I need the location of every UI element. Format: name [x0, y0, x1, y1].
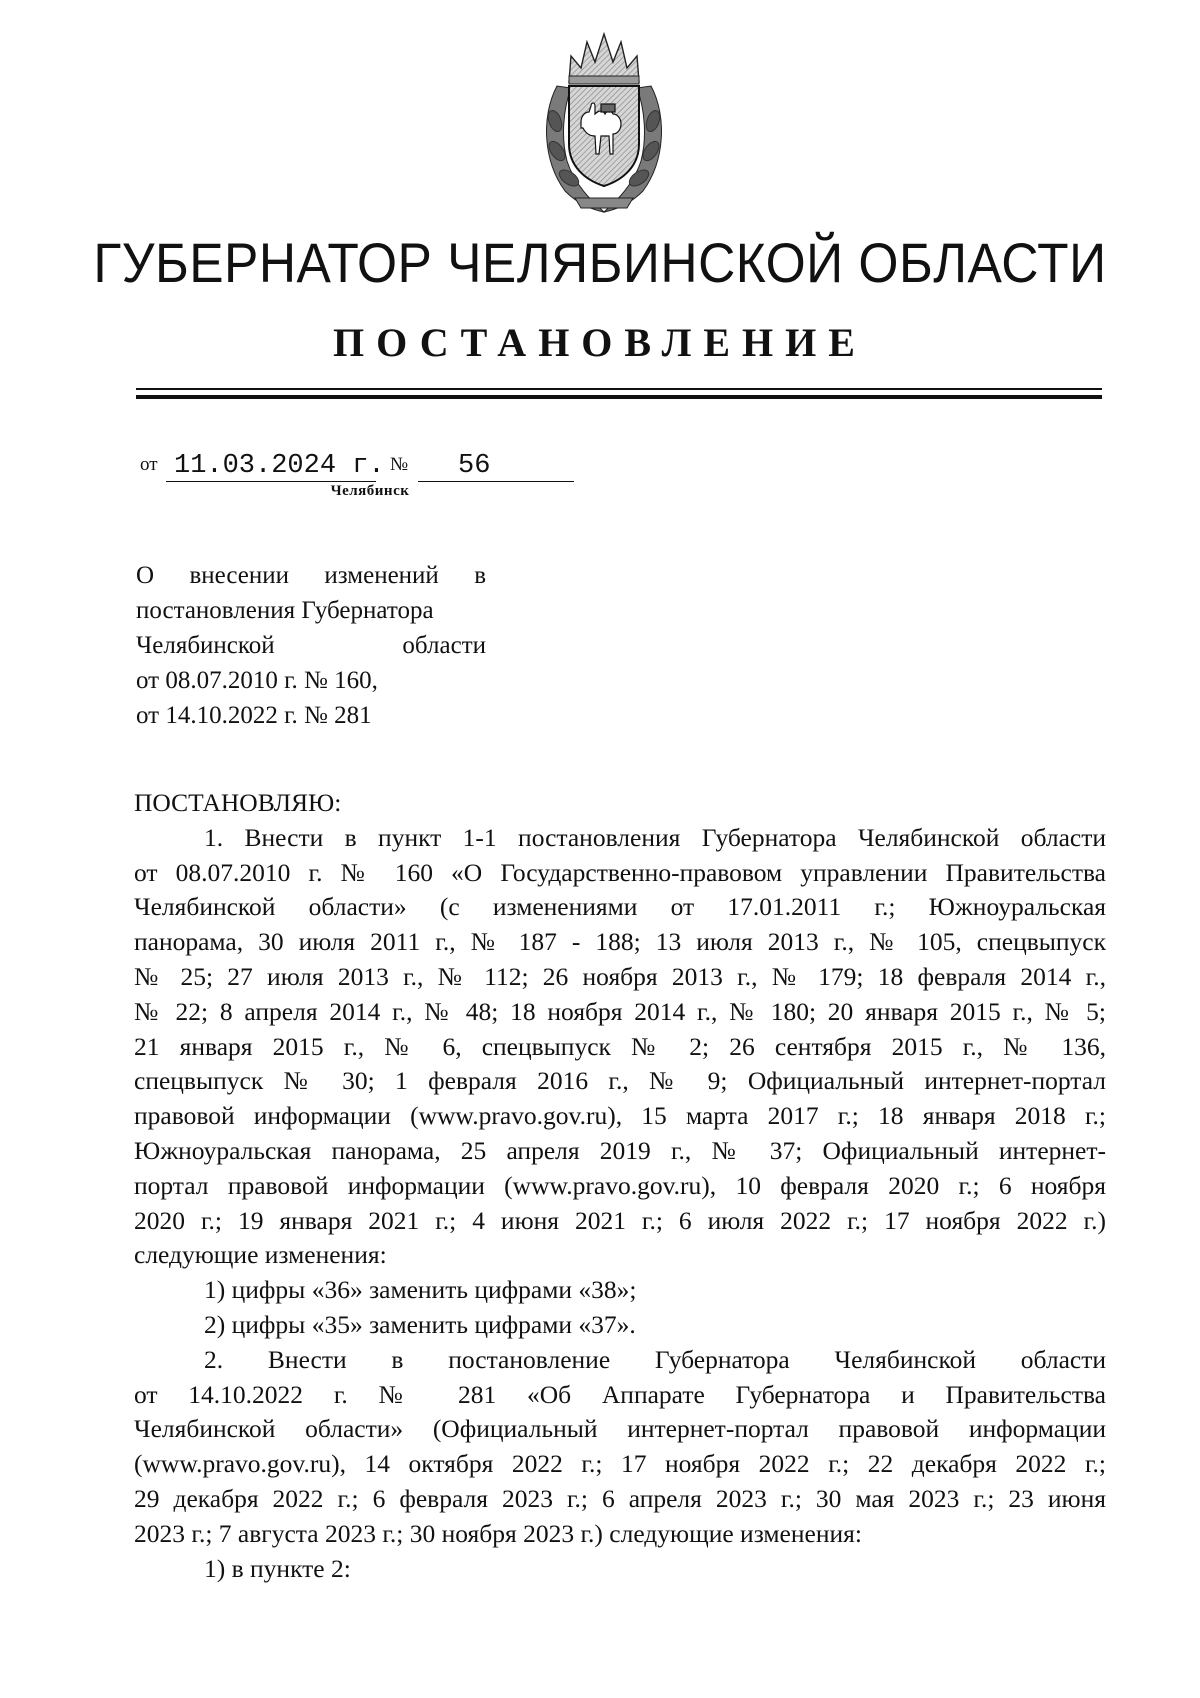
issuing-authority-title: ГУБЕРНАТОР ЧЕЛЯБИНСКОЙ ОБЛАСТИ — [93, 231, 1107, 294]
body-line: следующие изменения: — [134, 1240, 387, 1270]
body-line: 2023 г.; 7 августа 2023 г.; 30 ноября 2023 г.) следующие изменения: — [134, 1518, 862, 1548]
header-rule-thin — [136, 388, 1102, 390]
header-rule-thick — [136, 395, 1102, 399]
body-line: Южноуральская панорама, 25 апреля 2019 г., № 37; Официальный интернет- — [134, 1135, 1106, 1165]
subject-line: О внесении изменений в — [136, 562, 486, 589]
body-line: Челябинской области» (Официальный интернет-портал правовой информации — [134, 1414, 1106, 1444]
body-line: 1) цифры «36» заменить цифрами «38»; — [204, 1275, 637, 1305]
body-line: 21 января 2015 г., № 6, спецвыпуск № 2; 26 сентября 2015 г., № 136, — [134, 1031, 1106, 1061]
body-line: 1) в пункте 2: — [204, 1553, 351, 1583]
body-line: 29 декабря 2022 г.; 6 февраля 2023 г.; 6 апреля 2023 г.; 30 мая 2023 г.; 23 июня — [134, 1483, 1106, 1513]
date-from-label: от — [140, 454, 158, 475]
body-line: № 22; 8 апреля 2014 г., № 48; 18 ноября 2014 г., № 180; 20 января 2015 г., № 5; — [134, 996, 1106, 1026]
document-body — [134, 786, 1106, 1586]
subject-line: Челябинской области — [136, 632, 486, 659]
body-line: Челябинской области» (с изменениями от 17.01.2011 г.; Южноуральская — [134, 892, 1106, 922]
subject-line: постановления Губернатора — [136, 597, 434, 624]
body-line: портал правовой информации (www.pravo.gov.ru), 10 февраля 2020 г.; 6 ноября — [134, 1170, 1106, 1200]
subject-line: от 14.10.2022 г. № 281 — [136, 702, 372, 729]
document-date: 11.03.2024 г. — [166, 450, 376, 482]
body-line: (www.pravo.gov.ru), 14 октября 2022 г.; 17 ноября 2022 г.; 22 декабря 2022 г.; — [134, 1449, 1106, 1479]
subject-line: от 08.07.2010 г. № 160, — [136, 667, 378, 694]
document-subject — [136, 558, 486, 733]
body-line: правовой информации (www.pravo.gov.ru), 15 марта 2017 г.; 18 января 2018 г.; — [134, 1101, 1106, 1131]
body-line: спецвыпуск № 30; 1 февраля 2016 г., № 9; Официальный интернет-портал — [134, 1066, 1106, 1096]
date-number-line — [140, 448, 580, 482]
body-line: № 25; 27 июля 2013 г., № 112; 26 ноября 2013 г., № 179; 18 февраля 2014 г., — [134, 961, 1106, 991]
body-line: от 14.10.2022 г. № 281 «Об Аппарате Губернатора и Правительства — [134, 1379, 1106, 1409]
decree-word: ПОСТАНОВЛЯЮ: — [134, 788, 342, 817]
body-line: 2. Внести в постановление Губернатора Челябинской области — [204, 1344, 1106, 1374]
document-number: 56 — [418, 450, 574, 482]
coat-of-arms-emblem — [535, 26, 673, 216]
document-type-title: ПОСТАНОВЛЕНИЕ — [333, 320, 867, 365]
body-line: от 08.07.2010 г. № 160 «О Государственно-правовом управлении Правительства — [134, 857, 1106, 887]
body-line: 2020 г.; 19 января 2021 г.; 4 июня 2021 г.; 6 июля 2022 г.; 17 ноября 2022 г.) — [134, 1205, 1106, 1235]
body-line: 2) цифры «35» заменить цифрами «37». — [204, 1309, 636, 1339]
body-line: панорама, 30 июля 2011 г., № 187 - 188; 13 июля 2013 г., № 105, спецвыпуск — [134, 927, 1106, 957]
body-line: 1. Внести в пункт 1-1 постановления Губернатора Челябинской области — [204, 822, 1106, 852]
number-label: № — [390, 454, 409, 475]
document-city: Челябинск — [330, 483, 410, 499]
